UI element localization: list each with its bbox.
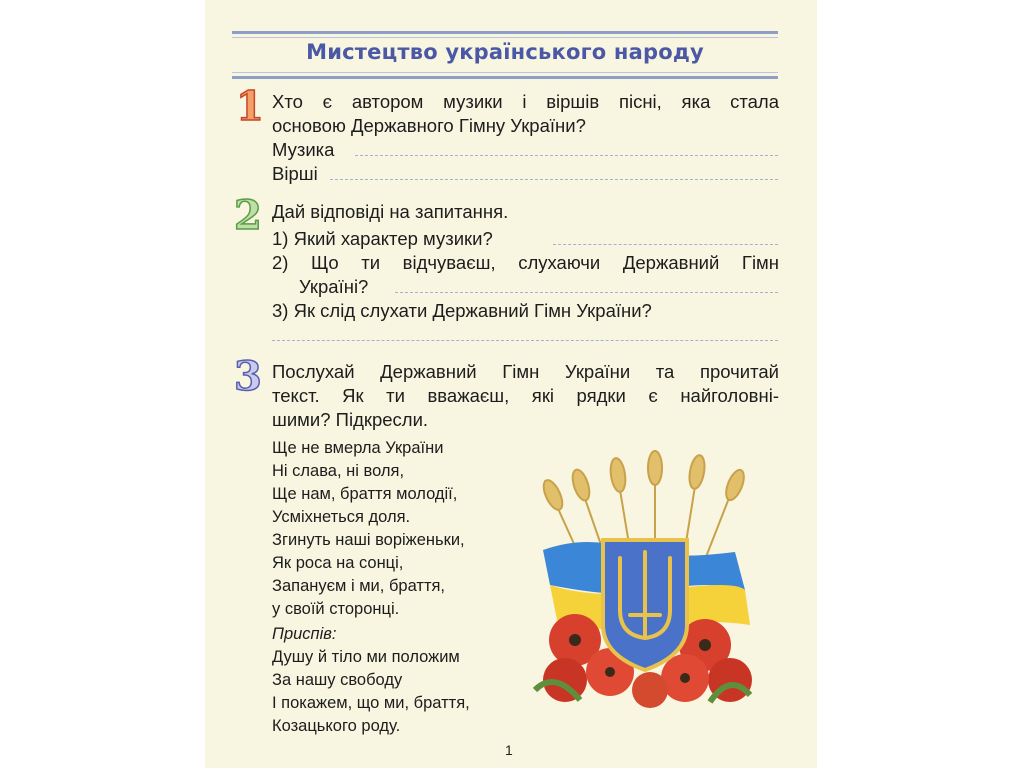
task-2-intro: Дай відповіді на запитання. xyxy=(272,201,509,222)
task-2-question-1: 1) Який характер музики? xyxy=(272,228,493,249)
task-3-text-line-3: шими? Підкресли. xyxy=(272,409,429,430)
anthem-line: Ще нам, браття молодії, xyxy=(272,485,458,503)
coat-of-arms-illustration xyxy=(505,440,780,710)
task-3-text-line-2: текст. Як ти вважаєш, які рядки є найголовні- xyxy=(272,385,779,406)
answer-line-music[interactable] xyxy=(355,155,778,156)
answer-line-question-2[interactable] xyxy=(395,292,778,293)
title-bar xyxy=(232,31,778,79)
page-title: Мистецтво українського народу xyxy=(306,40,704,64)
chorus-line: І покажем, що ми, браття, xyxy=(272,694,470,712)
anthem-line: у своїй сторонці. xyxy=(272,600,400,618)
anthem-line: Згинуть наші воріженьки, xyxy=(272,531,465,549)
page-number: 1 xyxy=(505,742,513,758)
answer-line-question-3[interactable] xyxy=(272,340,778,341)
anthem-line: Запануєм і ми, браття, xyxy=(272,577,446,595)
chorus-line: Козацького роду. xyxy=(272,717,401,735)
chorus-line: За нашу свободу xyxy=(272,671,403,689)
task-3-text-line-1: Послухай Державний Гімн України та прочитай xyxy=(272,361,779,382)
anthem-line: Як роса на сонці, xyxy=(272,554,404,572)
task-number-3: 3 xyxy=(234,353,262,400)
answer-label-music: Музика xyxy=(272,139,335,160)
answer-line-lyrics[interactable] xyxy=(330,179,778,180)
anthem-line: Ще не вмерла України xyxy=(272,439,444,457)
task-2-question-2: 2) Що ти відчуваєш, слухаючи Державний Гімн xyxy=(272,252,779,273)
chorus-line: Душу й тіло ми положим xyxy=(272,648,460,666)
task-1-question-line-2: основою Державного Гімну України? xyxy=(272,115,586,136)
chorus-label: Приспів: xyxy=(272,625,337,643)
task-1-question-line-1: Хто є автором музики і віршів пісні, яка стала xyxy=(272,91,779,112)
anthem-line: Усміхнеться доля. xyxy=(272,508,411,526)
task-2-question-2-cont: Україні? xyxy=(299,276,369,297)
anthem-line: Ні слава, ні воля, xyxy=(272,462,405,480)
task-number-2: 2 xyxy=(234,192,262,239)
answer-line-question-1[interactable] xyxy=(553,244,778,245)
task-2-question-3: 3) Як слід слухати Державний Гімн України? xyxy=(272,300,652,321)
answer-label-lyrics: Вірші xyxy=(272,163,318,184)
task-number-1: 1 xyxy=(236,83,264,130)
